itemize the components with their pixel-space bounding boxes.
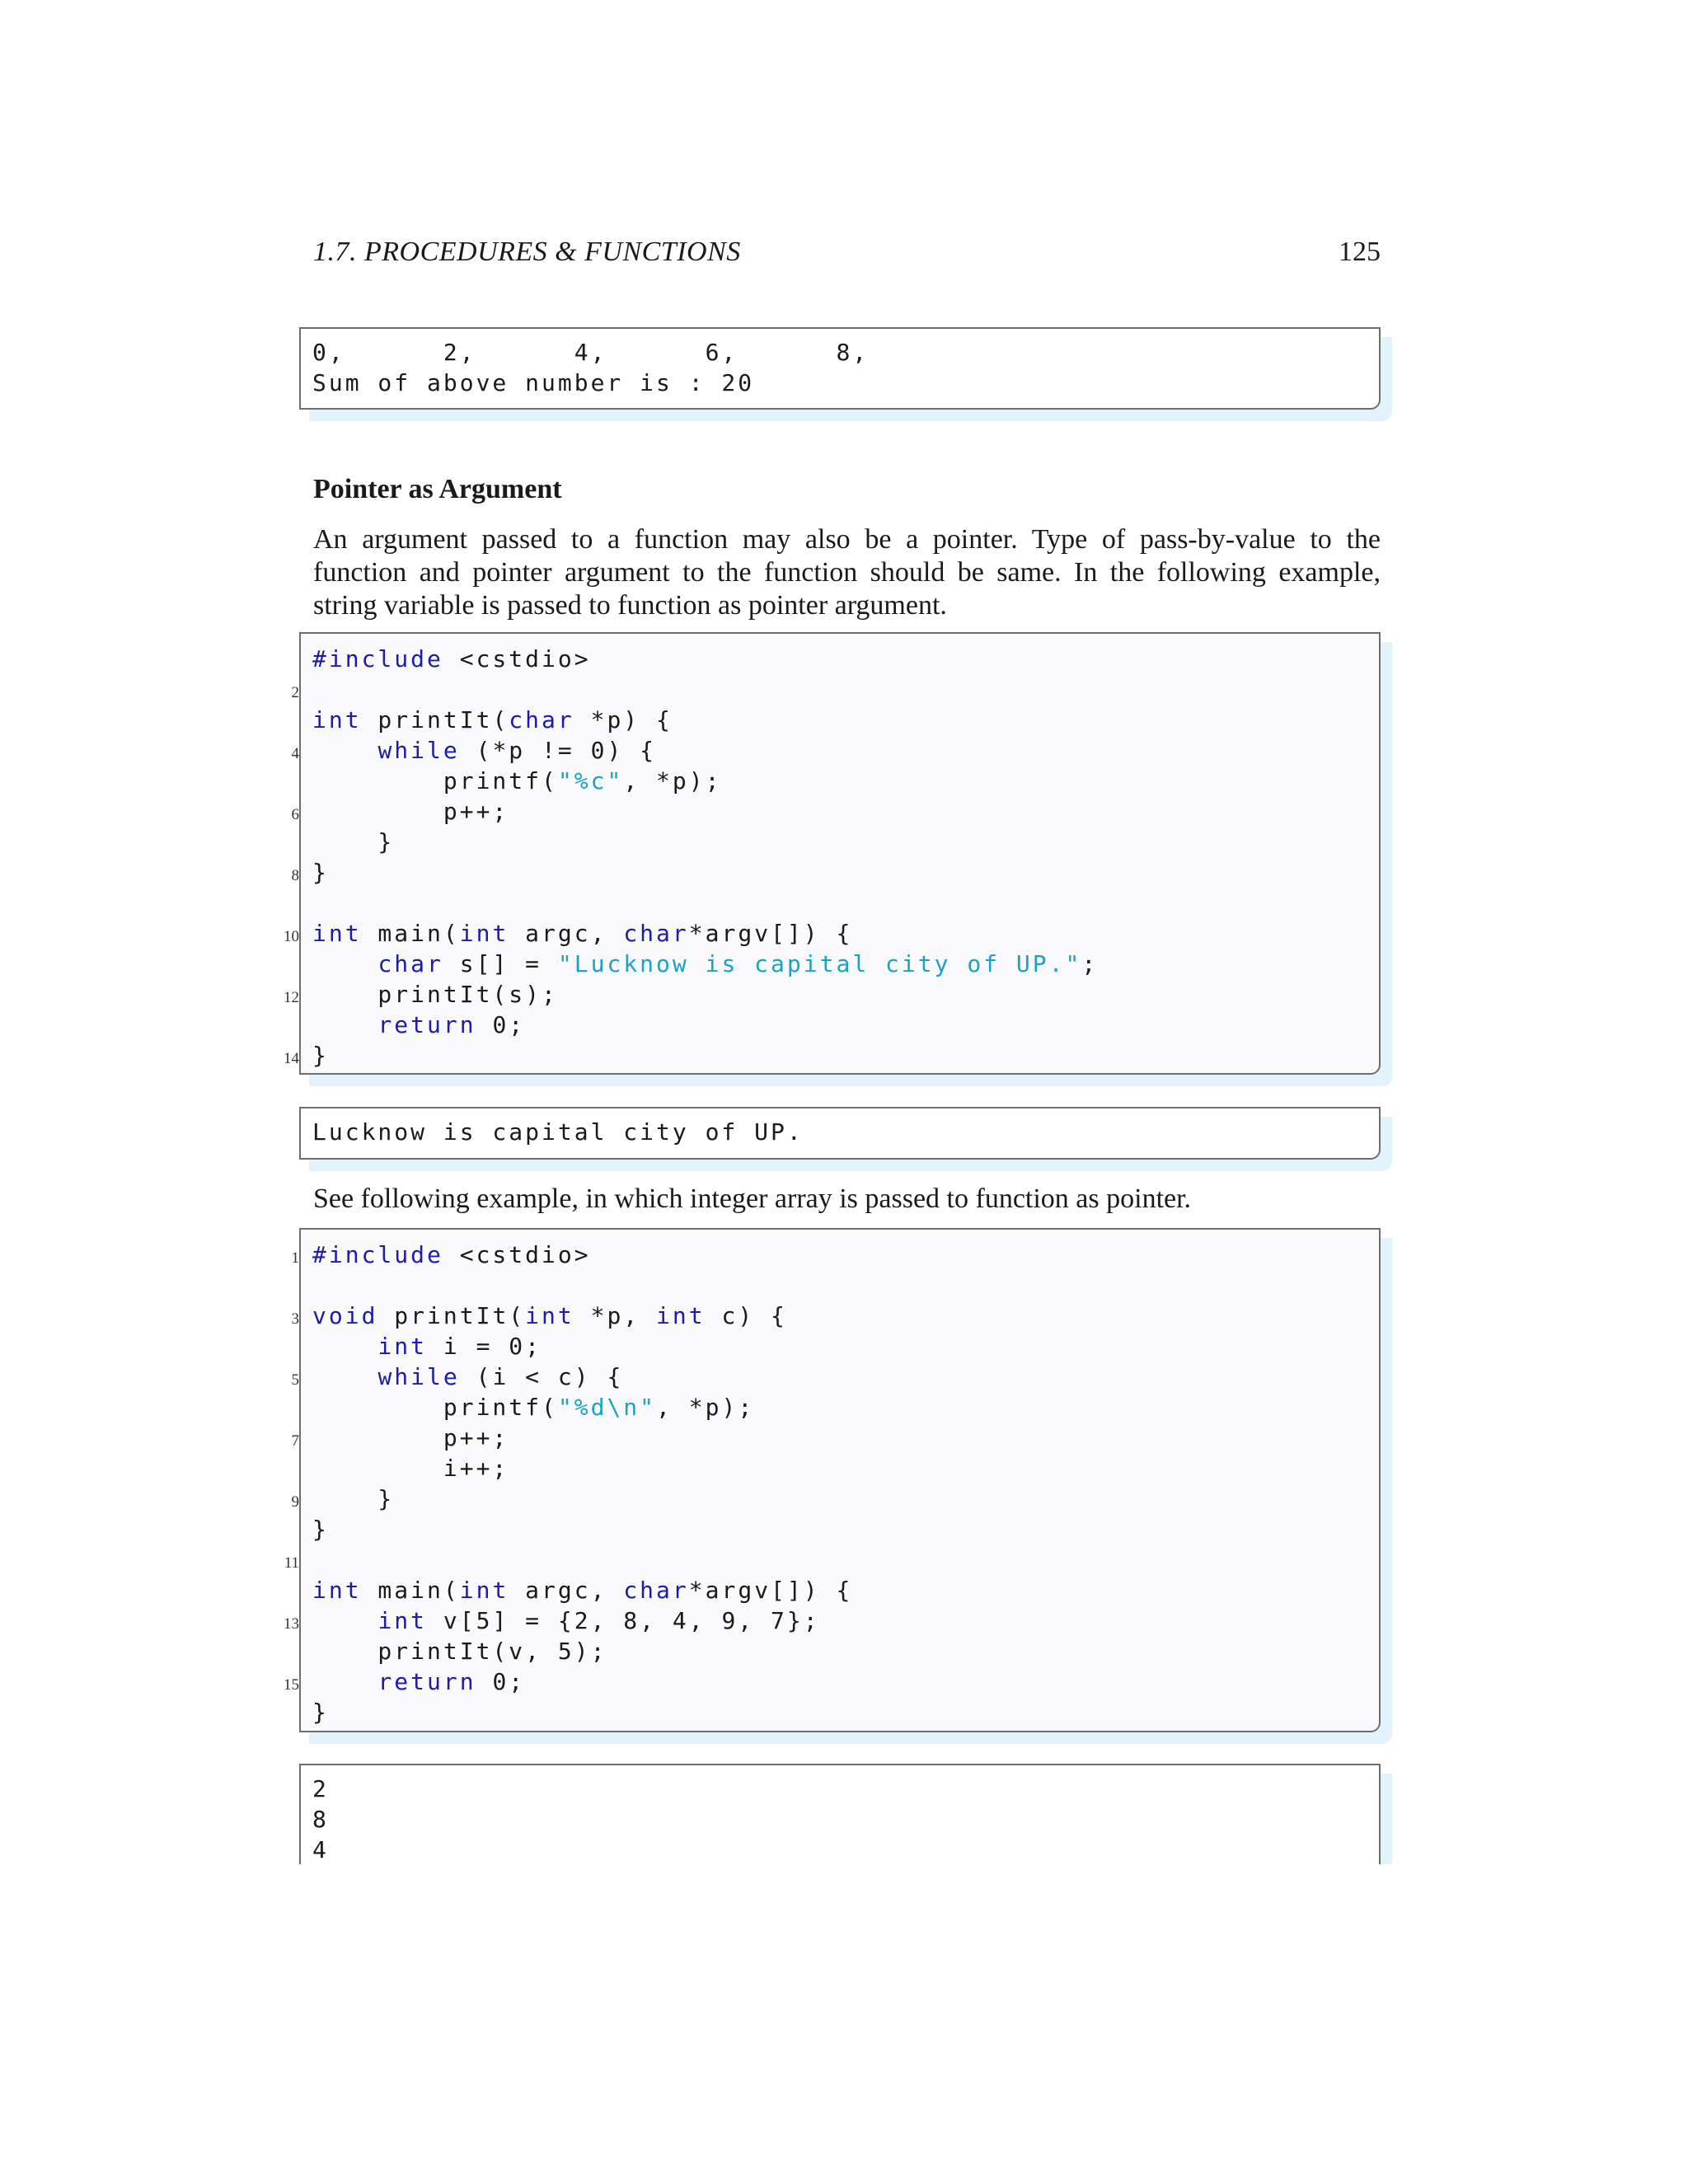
line-number: 2 bbox=[291, 684, 299, 701]
code-line bbox=[284, 979, 1098, 1010]
output-line: Lucknow is capital city of UP. bbox=[312, 1118, 804, 1146]
code-token: (i < c) { bbox=[459, 1363, 624, 1390]
code-line bbox=[291, 857, 1098, 888]
code-token: i++; bbox=[312, 1455, 509, 1482]
code-token: v[5] = {2, 8, 4, 9, 7}; bbox=[427, 1607, 820, 1634]
line-number: 1 bbox=[291, 1249, 299, 1267]
code-line bbox=[291, 735, 1098, 766]
code-token: printIt(v, 5); bbox=[312, 1638, 607, 1665]
code-token bbox=[312, 737, 377, 764]
page-number: 125 bbox=[1339, 237, 1381, 267]
output-1-lines bbox=[312, 337, 869, 398]
code-keyword: int bbox=[377, 1333, 428, 1360]
code-line bbox=[312, 1575, 852, 1605]
line-number: 13 bbox=[284, 1615, 299, 1633]
paragraph-2-text: See following example, in which integer array is passed to function as pointer. bbox=[313, 1183, 1192, 1214]
code-token bbox=[312, 1363, 377, 1390]
code-keyword: int bbox=[312, 1577, 362, 1604]
code-token: p++; bbox=[312, 1424, 509, 1451]
code-line bbox=[291, 1361, 852, 1392]
code-line bbox=[312, 949, 1098, 979]
output-line: 2 bbox=[312, 1775, 329, 1802]
code-token: } bbox=[312, 828, 395, 855]
code-line bbox=[312, 888, 1098, 918]
code-token: printIt( bbox=[377, 1302, 526, 1329]
code-line bbox=[312, 1697, 852, 1727]
code-token: *argv[]) { bbox=[688, 1577, 853, 1604]
code-line bbox=[312, 1331, 852, 1361]
code-line bbox=[291, 1240, 852, 1270]
line-number: 5 bbox=[291, 1371, 299, 1389]
code-token: } bbox=[312, 1042, 329, 1069]
code-token bbox=[312, 1333, 377, 1360]
output-box-2 bbox=[299, 1107, 1381, 1160]
code-token: s[] = bbox=[443, 950, 558, 977]
line-number: 4 bbox=[291, 745, 299, 762]
paragraph-line: An argument passed to a function may also be a pointer. Type of pass-by-value to the bbox=[313, 524, 1381, 555]
code-token: i = 0; bbox=[427, 1333, 542, 1360]
line-number: 7 bbox=[291, 1432, 299, 1450]
code-keyword: char bbox=[377, 950, 443, 977]
code-line bbox=[312, 705, 1098, 735]
code-keyword: int bbox=[656, 1302, 706, 1329]
code-token: } bbox=[312, 1485, 395, 1512]
output-line: Sum of above number is : 20 bbox=[312, 369, 755, 396]
output-box-3 bbox=[299, 1764, 1381, 1864]
code-token: main( bbox=[361, 920, 460, 947]
code-keyword: int bbox=[377, 1607, 428, 1634]
code-token: p++; bbox=[312, 798, 509, 825]
code-token: 0; bbox=[476, 1668, 526, 1695]
code-token: printf( bbox=[312, 1394, 558, 1421]
line-number: 9 bbox=[291, 1493, 299, 1511]
output-line: 0, 2, 4, 6, 8, bbox=[312, 339, 870, 366]
section-heading: Pointer as Argument bbox=[313, 474, 562, 504]
code-line bbox=[284, 918, 1098, 949]
code-line bbox=[291, 1301, 852, 1331]
code-line bbox=[291, 796, 1098, 827]
code-line bbox=[291, 1422, 852, 1453]
paragraph-2 bbox=[313, 1183, 1381, 1216]
code-keyword: void bbox=[312, 1302, 378, 1329]
line-number: 15 bbox=[284, 1676, 299, 1694]
output-2-lines bbox=[312, 1117, 804, 1147]
code-token: printf( bbox=[312, 767, 558, 794]
line-number: 6 bbox=[291, 806, 299, 823]
line-number: 3 bbox=[291, 1310, 299, 1328]
output-3-lines bbox=[312, 1774, 329, 1865]
code-keyword: return bbox=[377, 1668, 476, 1695]
code-line bbox=[284, 1605, 852, 1636]
code-line bbox=[284, 1544, 852, 1575]
paragraph-line: function and pointer argument to the function should be same. In the following example, bbox=[313, 557, 1381, 588]
code-keyword: int bbox=[459, 920, 509, 947]
code-keyword: int bbox=[312, 706, 362, 733]
code-line bbox=[291, 674, 1098, 705]
code-line bbox=[312, 1636, 852, 1666]
code-token: argc, bbox=[509, 1577, 624, 1604]
code-token bbox=[312, 1668, 377, 1695]
paragraph-line: string variable is passed to function as pointer argument. bbox=[313, 590, 947, 621]
code-token: (*p != 0) { bbox=[459, 737, 657, 764]
code-token: <cstdio> bbox=[443, 1241, 591, 1268]
line-number: 11 bbox=[284, 1554, 299, 1572]
code-token: *p, bbox=[574, 1302, 657, 1329]
code-line bbox=[312, 1010, 1098, 1040]
code-line bbox=[291, 1483, 852, 1514]
code-token: ; bbox=[1081, 950, 1099, 977]
code-2-lines bbox=[284, 1240, 853, 1727]
code-box-1 bbox=[284, 632, 1381, 1075]
code-token: printIt( bbox=[361, 706, 509, 733]
output-line: 8 bbox=[312, 1806, 329, 1833]
code-keyword: char bbox=[623, 920, 689, 947]
line-number: 10 bbox=[284, 928, 299, 945]
code-line bbox=[312, 766, 1098, 796]
code-1-lines bbox=[284, 644, 1099, 1071]
line-number: 12 bbox=[284, 989, 299, 1006]
code-token: main( bbox=[361, 1577, 460, 1604]
code-keyword: return bbox=[377, 1011, 476, 1038]
code-keyword: int bbox=[312, 920, 362, 947]
code-string: "%d\n" bbox=[557, 1394, 657, 1421]
code-string: "Lucknow is capital city of UP." bbox=[557, 950, 1082, 977]
code-token bbox=[312, 1607, 377, 1634]
code-keyword: while bbox=[377, 737, 460, 764]
code-token: } bbox=[312, 1516, 329, 1543]
code-line bbox=[312, 1270, 852, 1301]
code-keyword: #include bbox=[312, 645, 443, 673]
code-token: *p) { bbox=[574, 706, 673, 733]
code-line bbox=[312, 1514, 852, 1544]
code-token: , *p); bbox=[623, 767, 722, 794]
code-token: *argv[]) { bbox=[688, 920, 853, 947]
code-token: printIt(s); bbox=[312, 981, 558, 1008]
code-box-2 bbox=[284, 1228, 1381, 1732]
code-token: } bbox=[312, 859, 329, 886]
code-keyword: #include bbox=[312, 1241, 443, 1268]
code-line bbox=[312, 644, 1098, 674]
code-token: <cstdio> bbox=[443, 645, 591, 673]
code-keyword: int bbox=[525, 1302, 574, 1329]
code-line bbox=[312, 1392, 852, 1422]
code-string: "%c" bbox=[557, 767, 624, 794]
box-frame bbox=[299, 1764, 1381, 1864]
code-token: 0; bbox=[476, 1011, 526, 1038]
code-line bbox=[312, 827, 1098, 857]
code-keyword: int bbox=[459, 1577, 509, 1604]
line-number: 8 bbox=[291, 867, 299, 884]
output-line: 4 bbox=[312, 1836, 329, 1863]
code-line bbox=[284, 1040, 1098, 1071]
running-header bbox=[313, 237, 1381, 278]
output-box-1 bbox=[299, 327, 1381, 410]
code-keyword: char bbox=[623, 1577, 689, 1604]
section-paragraph bbox=[313, 523, 1381, 622]
code-keyword: while bbox=[377, 1363, 460, 1390]
code-line bbox=[284, 1666, 852, 1697]
chapter-title: 1.7. PROCEDURES & FUNCTIONS bbox=[313, 237, 741, 267]
code-line bbox=[312, 1453, 852, 1483]
code-token bbox=[312, 1011, 377, 1038]
code-token bbox=[312, 950, 377, 977]
line-number: 14 bbox=[284, 1050, 299, 1067]
code-token: argc, bbox=[509, 920, 624, 947]
code-keyword: char bbox=[509, 706, 574, 733]
code-token: } bbox=[312, 1699, 329, 1726]
code-token: c) { bbox=[705, 1302, 787, 1329]
code-token: , *p); bbox=[656, 1394, 755, 1421]
